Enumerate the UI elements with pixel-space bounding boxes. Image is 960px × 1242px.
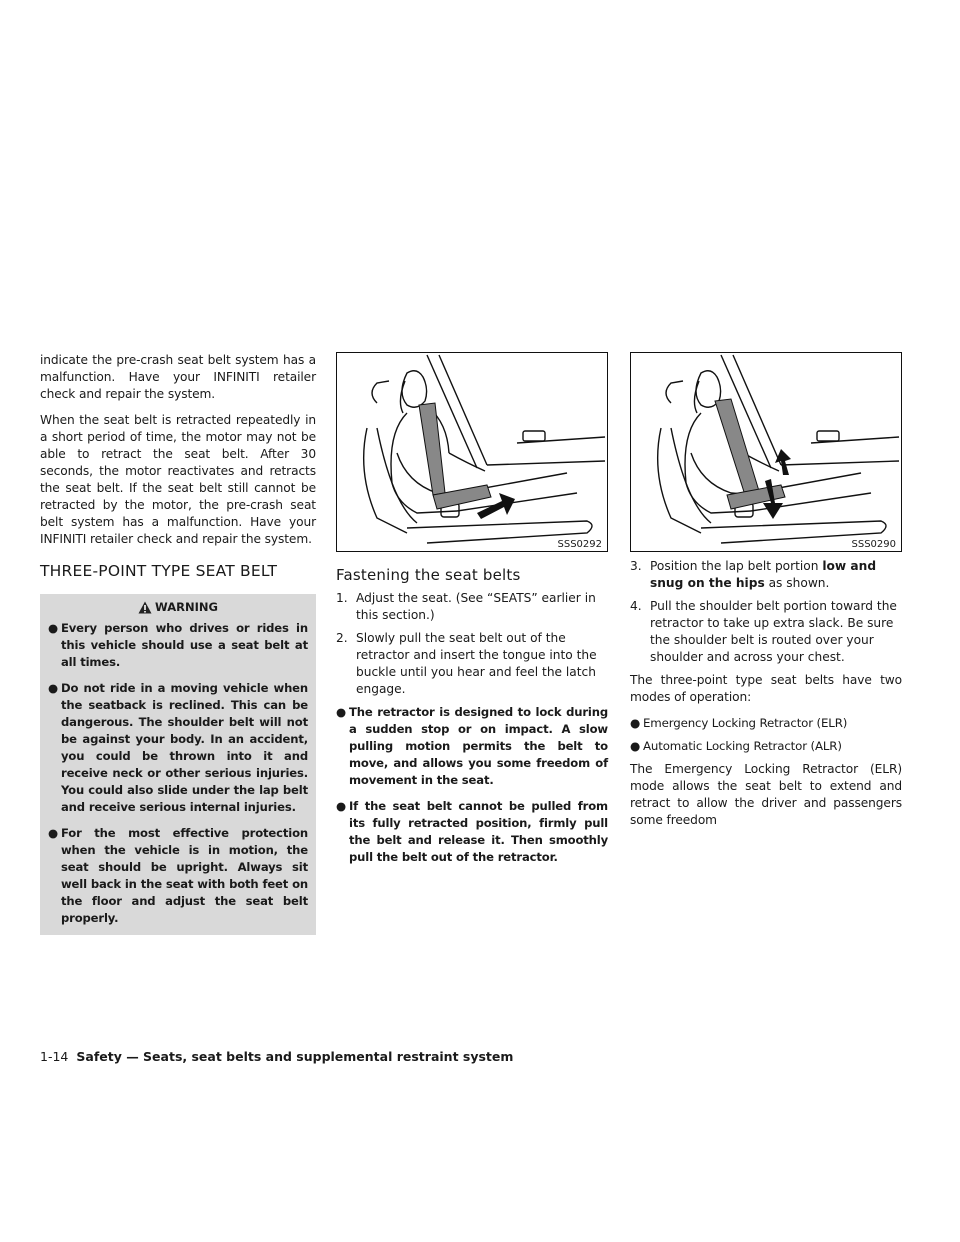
note-item: ● If the seat belt cannot be pulled from its fully retracted position, firmly pull the belt and release it. Then smoothly pull the belt out of the retractor. xyxy=(336,799,608,864)
page-footer xyxy=(40,1049,513,1064)
warning-header xyxy=(48,600,308,614)
subsection-title: Fastening the seat belts xyxy=(336,566,521,584)
warning-item: ● Every person who drives or rides in this vehicle should use a seat belt at all times. xyxy=(48,621,308,669)
paragraph: indicate the pre-crash seat belt system has a malfunction. Have your INFINITI retailer check and repair the system. xyxy=(40,353,316,401)
steps-list xyxy=(630,558,902,666)
section-title: THREE-POINT TYPE SEAT BELT xyxy=(40,562,278,580)
bullet-icon: ● xyxy=(48,681,58,695)
step-item: 1. Adjust the seat. (See “SEATS” earlier in this section.) xyxy=(336,591,596,622)
warning-box xyxy=(40,594,316,935)
note-item: ● The retractor is designed to lock during a sudden stop or on impact. A slow pulling motion permits the belt to move, and allows you some freedom of movement in the seat. xyxy=(336,705,608,787)
bullet-icon: ● xyxy=(48,621,58,635)
paragraph: The three-point type seat belts have two modes of operation: xyxy=(630,673,902,704)
seated-person-belt-illustration xyxy=(337,353,608,552)
bullet-icon: ● xyxy=(48,826,58,840)
paragraph: The Emergency Locking Retractor (ELR) mode allows the seat belt to extend and retract to allow the driver and passengers some freedom xyxy=(630,762,902,827)
chapter-title: Safety — Seats, seat belts and supplemental restraint system xyxy=(76,1049,514,1064)
figure-label: SSS0290 xyxy=(851,539,896,550)
step-item: 4. Pull the shoulder belt portion toward the retractor to take up extra slack. Be sure the shoulder belt is routed over your shoulder and across your chest. xyxy=(630,599,897,664)
mode-item: ● Emergency Locking Retractor (ELR) xyxy=(630,716,848,730)
column-3 xyxy=(630,558,902,838)
bullet-icon: ● xyxy=(630,716,641,730)
seat-belt-figure-1 xyxy=(336,352,608,552)
column-1 xyxy=(40,352,316,935)
bullet-icon: ● xyxy=(336,799,346,813)
warning-label: WARNING xyxy=(155,600,218,614)
steps-list xyxy=(336,590,608,698)
step-item: 2. Slowly pull the seat belt out of the retractor and insert the tongue into the buckle until you hear and feel the latch engage. xyxy=(336,631,597,696)
paragraph: When the seat belt is retracted repeatedly in a short period of time, the motor may not be able to retract the seat belt. After 30 seconds, the motor reactivates and retracts the seat belt. If the seat belt still cannot be retracted by the motor, the pre-crash seat belt system has a malfunction. Have your INFINITI retailer check and repair the system. xyxy=(40,413,316,546)
warning-triangle-icon xyxy=(138,601,152,614)
seat-belt-figure-2 xyxy=(630,352,902,552)
column-2 xyxy=(336,560,608,875)
warning-item: ● For the most effective protection when the vehicle is in motion, the seat should be upright. Always sit well back in the seat with both feet on the floor and adjust the seat belt properly. xyxy=(48,826,308,925)
mode-item: ● Automatic Locking Retractor (ALR) xyxy=(630,739,842,753)
seated-person-shoulder-belt-illustration xyxy=(631,353,902,552)
figure-label: SSS0292 xyxy=(557,539,602,550)
warning-item: ● Do not ride in a moving vehicle when the seatback is reclined. This can be dangerous. The shoulder belt will not be against your body. In an accident, you could be thrown into it and receive neck or other serious injuries. You could also slide under the lap belt and receive serious internal injuries. xyxy=(48,681,308,814)
step-item: 3. Position the lap belt portion low and snug on the hips as shown. xyxy=(630,559,877,590)
bullet-icon: ● xyxy=(336,705,346,719)
bullet-icon: ● xyxy=(630,739,641,753)
page-number: 1-14 xyxy=(40,1049,69,1064)
